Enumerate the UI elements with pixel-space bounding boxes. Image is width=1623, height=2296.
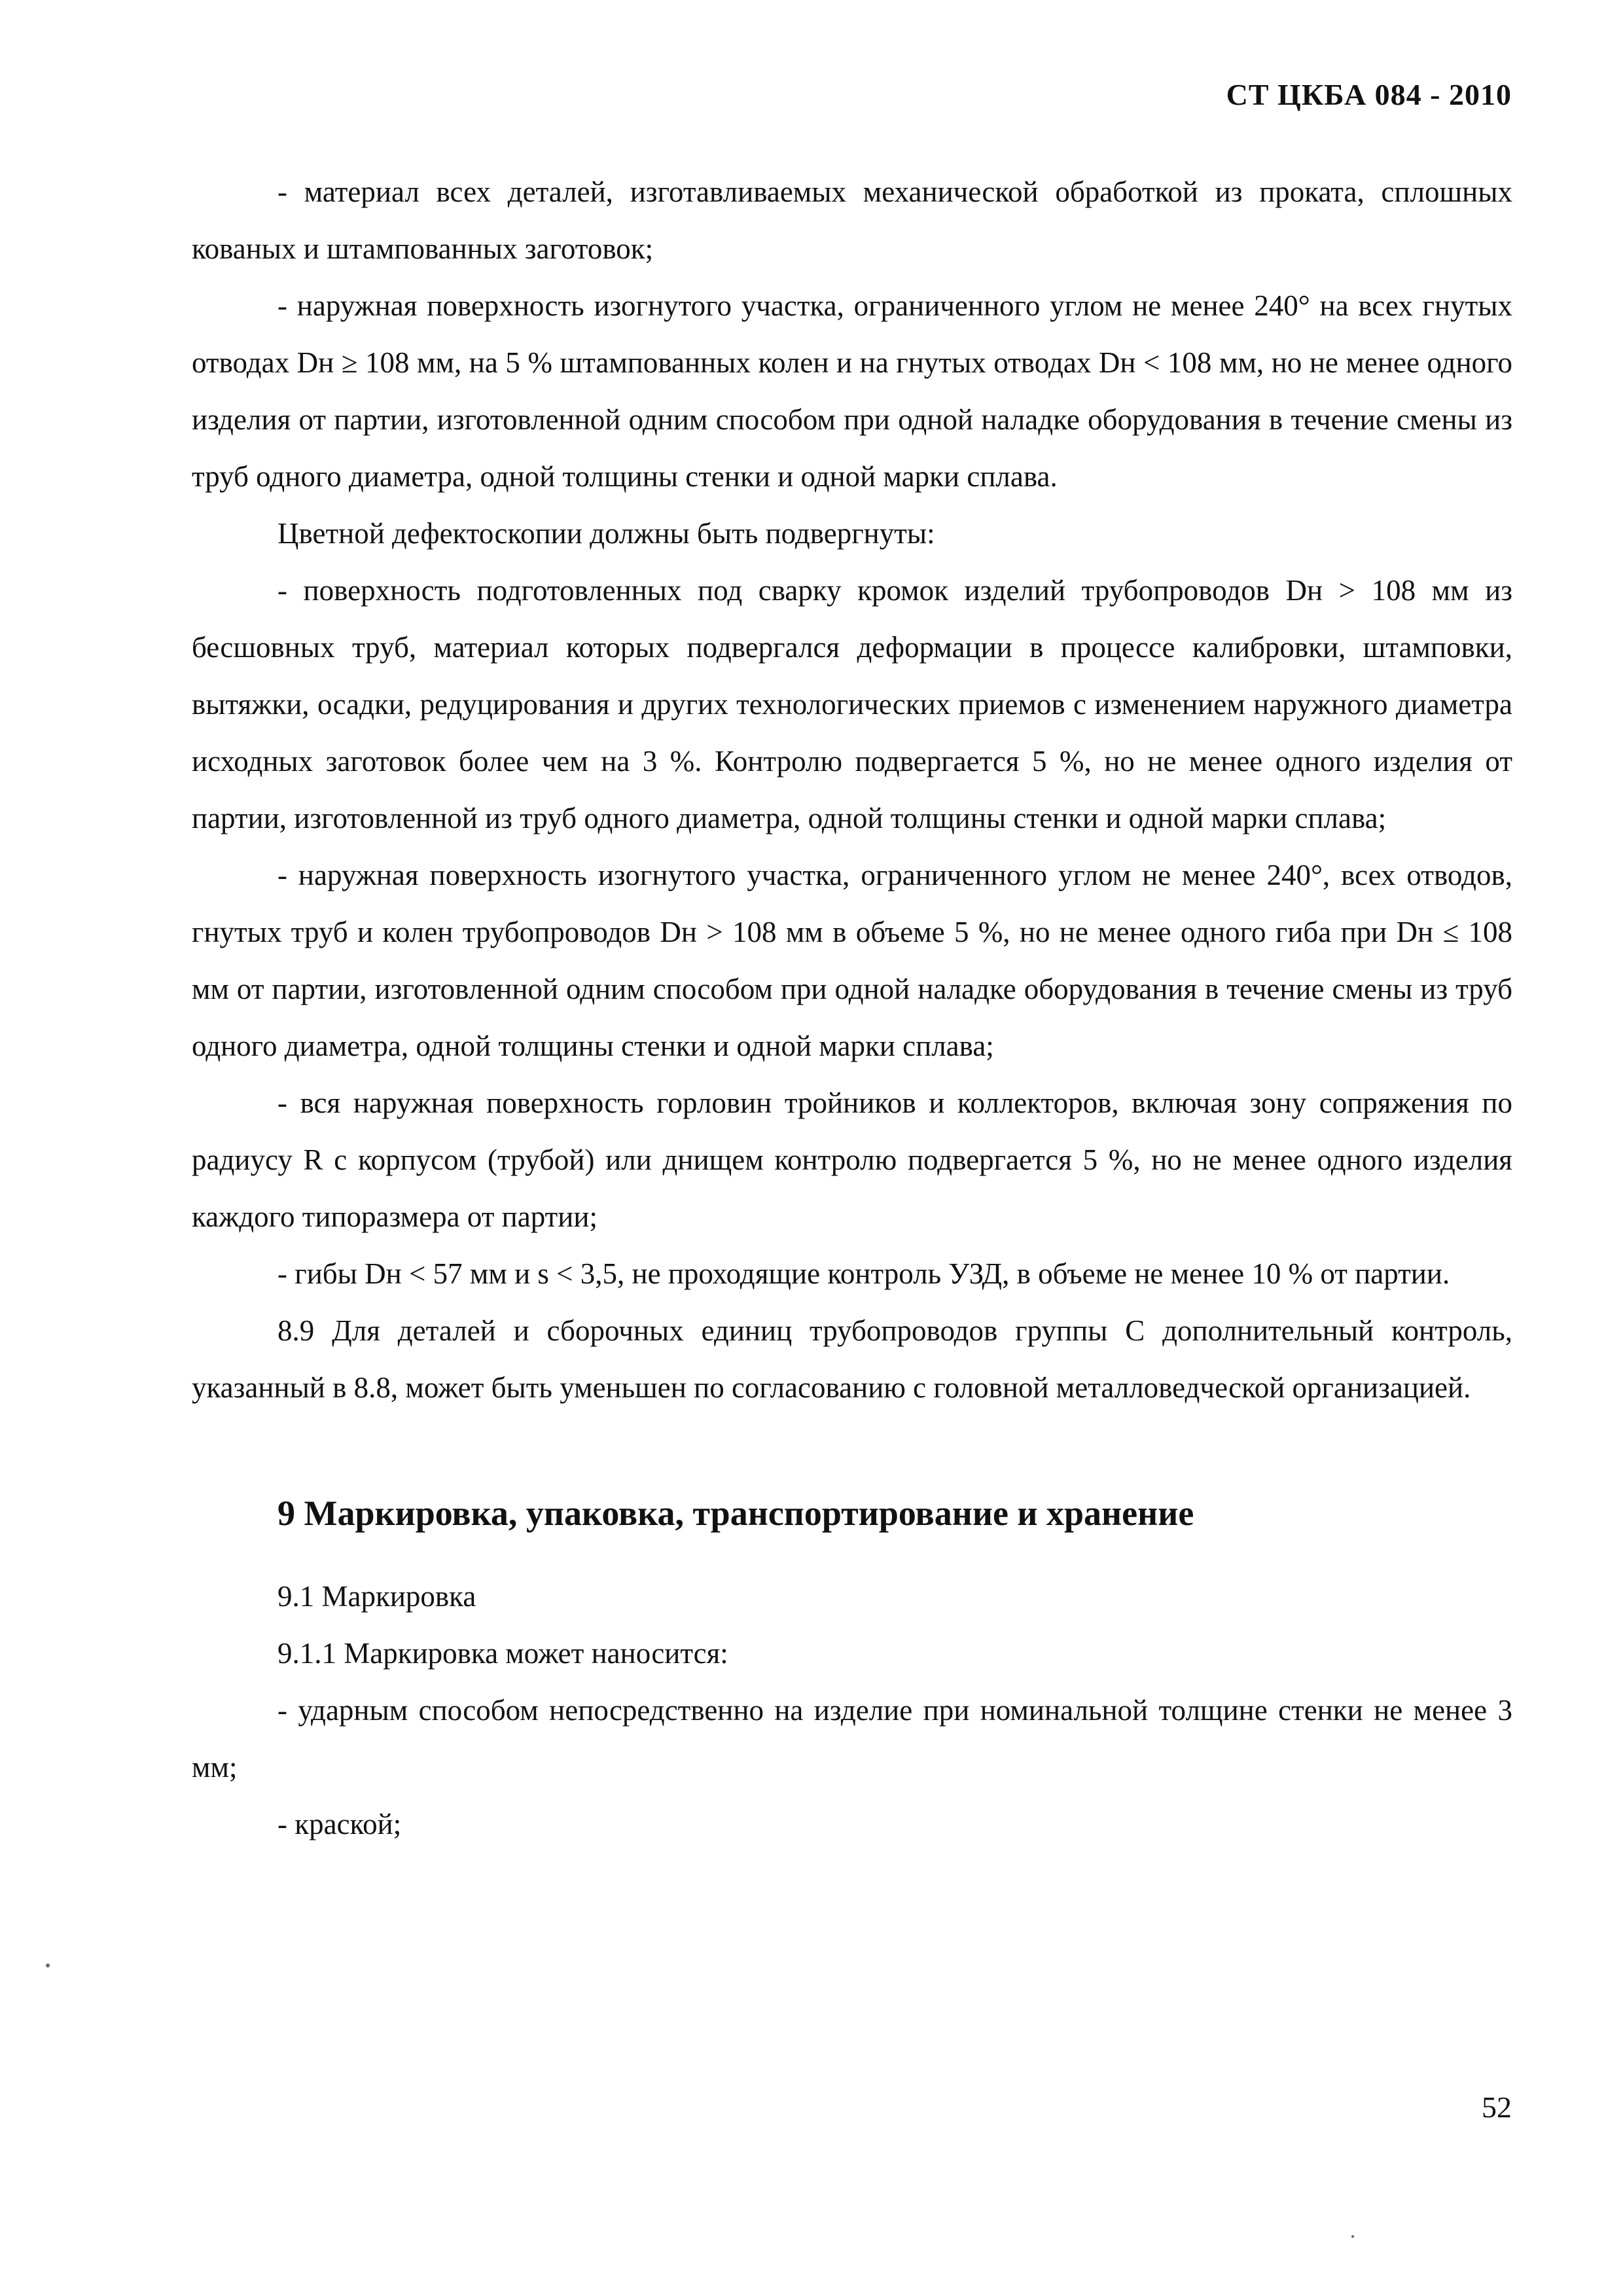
page-body <box>192 164 1512 1853</box>
paragraph-color-inspection-intro: Цветной дефектоскопии должны быть подвергнуты: <box>277 517 935 550</box>
paragraph-impact-marking: - ударным способом непосредственно на изделие при номинальной толщине стенки не менее 3 мм; <box>192 1694 1512 1784</box>
paragraph-paint-marking: - краской; <box>277 1808 402 1840</box>
paragraph-weld-edges: - поверхность подготовленных под сварку кромок изделий трубопроводов Dн > 108 мм из бесшовных труб, материал которых подвергался деформации в процессе калибровки, штамповки, вытяжки, осадки, редуцирования и других технологических приемов с изменением наружного диаметра исходных заготовок более чем на 3 %. Контролю подвергается 5 %, но не менее одного изделия от партии, изготовленной из труб одного диаметра, одной толщины стенки и одной марки сплава; <box>192 574 1512 834</box>
paragraph-bends-small: - гибы Dн < 57 мм и s < 3,5, не проходящие контроль УЗД, в объеме не менее 10 % от партии. <box>277 1257 1450 1290</box>
scan-speck <box>1351 2235 1354 2238</box>
page-number: 52 <box>1482 2090 1512 2124</box>
paragraph-8-9: 8.9 Для деталей и сборочных единиц трубопроводов группы С дополнительный контроль, указанный в 8.8, может быть уменьшен по согласованию с головной металловедческой организацией. <box>192 1314 1512 1404</box>
paragraph-bend-outer-surface: - наружная поверхность изогнутого участка, ограниченного углом не менее 240°, всех отводов, гнутых труб и колен трубопроводов Dн > 108 мм в объеме 5 %, но не менее одного гиба при Dн ≤ 108 мм от партии, изготовленной одним способом при одной наладке оборудования в течение смены из труб одного диаметра, одной толщины стенки и одной марки сплава; <box>192 859 1512 1062</box>
document-code-header: СТ ЦКБА 084 - 2010 <box>1226 78 1512 111</box>
paragraph-bent-surface: - наружная поверхность изогнутого участка, ограниченного углом не менее 240° на всех гнутых отводах Dн ≥ 108 мм, на 5 % штампованных колен и на гнутых отводах Dн < 108 мм, но не менее одного изделия от партии, изготовленной одним способом при одной наладке оборудования в течение смены из труб одного диаметра, одной толщины стенки и одной марки сплава. <box>192 289 1512 493</box>
paragraph-tee-necks: - вся наружная поверхность горловин тройников и коллекторов, включая зону сопряжения по радиусу R с корпусом (трубой) или днищем контролю подвергается 5 %, но не менее одного изделия каждого типоразмера от партии; <box>192 1086 1512 1233</box>
paragraph-material: - материал всех деталей, изготавливаемых механической обработкой из проката, сплошных кованых и штампованных заготовок; <box>192 175 1512 265</box>
paragraph-9-1-1: 9.1.1 Маркировка может наносится: <box>277 1637 728 1670</box>
paragraph-9-1: 9.1 Маркировка <box>277 1580 476 1613</box>
section-heading-9: 9 Маркировка, упаковка, транспортирование и хранение <box>277 1494 1194 1533</box>
scan-speck <box>46 1964 50 1967</box>
